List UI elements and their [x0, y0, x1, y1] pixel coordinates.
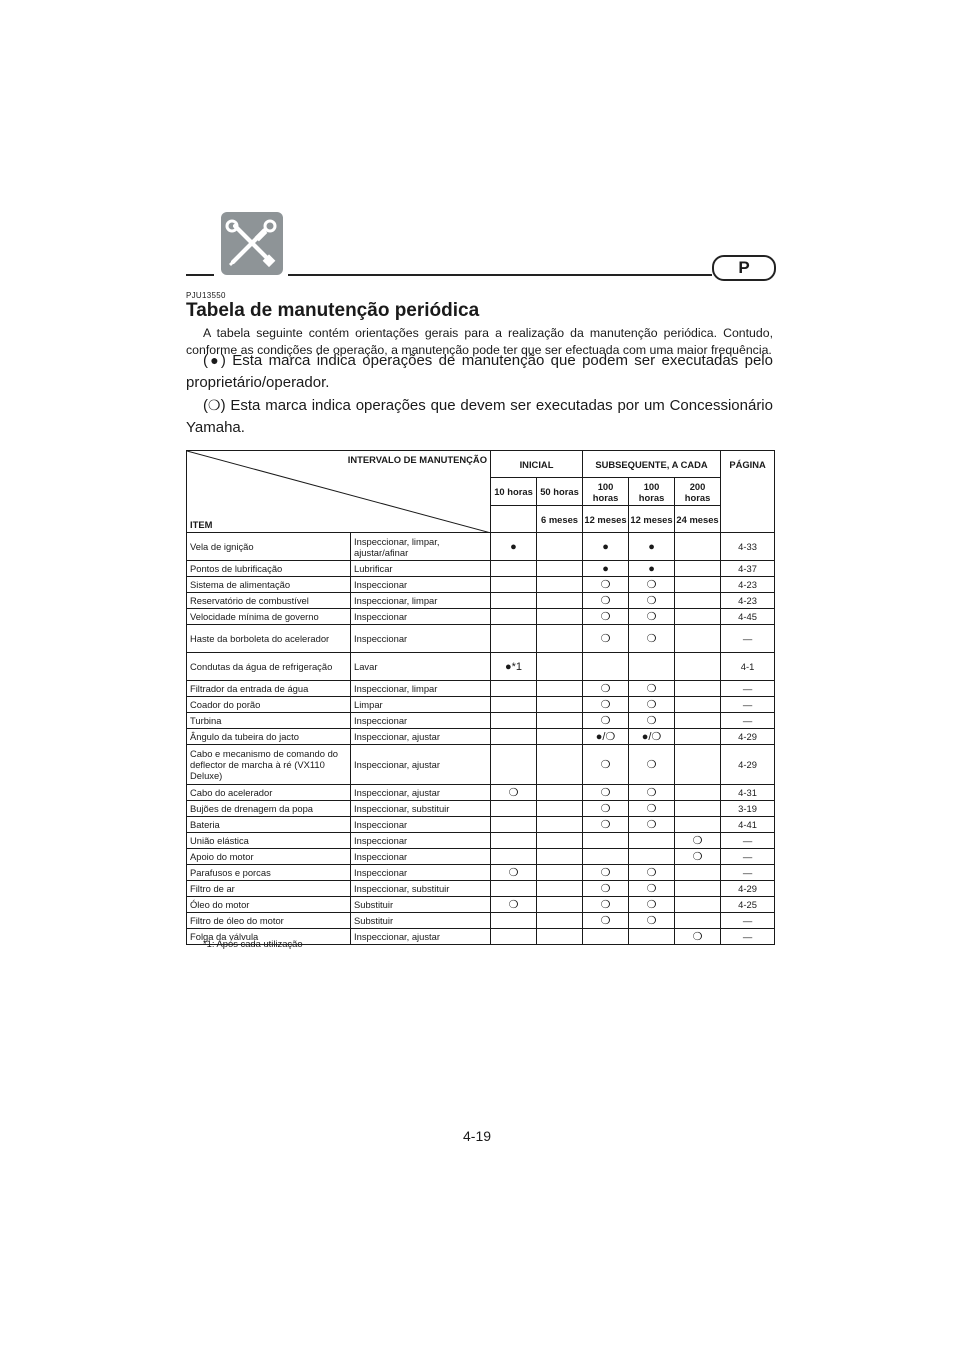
item-cell: Haste da borboleta do acelerador [187, 625, 351, 653]
interval-cell: ❍ [583, 593, 629, 609]
table-row [187, 681, 775, 697]
interval-cell [675, 609, 721, 625]
interval-cell [537, 929, 583, 945]
table-row [187, 533, 775, 561]
interval-cell [537, 865, 583, 881]
page-cell: — [721, 865, 775, 881]
interval-cell: ❍ [629, 593, 675, 609]
page-cell: 4-23 [721, 593, 775, 609]
interval-cell [491, 697, 537, 713]
action-cell: Inspeccionar, ajustar [351, 785, 491, 801]
interval-cell: ❍ [675, 849, 721, 865]
page-cell: — [721, 929, 775, 945]
interval-cell [675, 697, 721, 713]
item-cell: Apoio do motor [187, 849, 351, 865]
interval-cell: ❍ [583, 801, 629, 817]
interval-cell: ❍ [583, 897, 629, 913]
interval-cell [491, 561, 537, 577]
hours-header: 200 horas [675, 478, 721, 506]
table-row [187, 561, 775, 577]
intro-paragraph: A tabela seguinte contém orientações gerais para a realização da manutenção periódica. Contudo, conforme as condições de operação, a manutenção pode ter que ser efectuada com uma maior frequência. [186, 326, 773, 357]
interval-cell [537, 817, 583, 833]
interval-cell: ❍ [629, 801, 675, 817]
interval-cell [537, 801, 583, 817]
item-cell: Bateria [187, 817, 351, 833]
interval-cell [491, 929, 537, 945]
action-cell: Inspeccionar [351, 833, 491, 849]
action-cell: Inspeccionar [351, 817, 491, 833]
page-cell: 4-29 [721, 729, 775, 745]
header-interval: INTERVALO DE MANUTENÇÃO [347, 454, 487, 465]
interval-cell: ●/❍ [583, 729, 629, 745]
interval-cell [537, 897, 583, 913]
item-cell: Cabo e mecanismo de comando do deflector de marcha à ré (VX110 Deluxe) [187, 745, 351, 785]
header-item: ITEM [190, 519, 213, 530]
interval-cell [537, 745, 583, 785]
table-row [187, 713, 775, 729]
interval-cell [491, 745, 537, 785]
interval-cell [491, 713, 537, 729]
interval-cell: ●*1 [491, 653, 537, 681]
interval-cell [537, 561, 583, 577]
interval-cell [583, 929, 629, 945]
interval-cell [675, 817, 721, 833]
footnote: *1: Após cada utilização [203, 938, 303, 949]
page-cell: 4-41 [721, 817, 775, 833]
interval-cell [537, 713, 583, 729]
interval-cell [675, 881, 721, 897]
interval-cell [491, 593, 537, 609]
item-cell: Óleo do motor [187, 897, 351, 913]
action-cell: Inspeccionar, substituir [351, 881, 491, 897]
interval-cell [675, 593, 721, 609]
table-row [187, 609, 775, 625]
table-row [187, 785, 775, 801]
interval-cell: ❍ [629, 577, 675, 593]
item-cell: Parafusos e porcas [187, 865, 351, 881]
action-cell: Limpar [351, 697, 491, 713]
table-row [187, 593, 775, 609]
interval-cell [675, 561, 721, 577]
item-cell: Ângulo da tubeira do jacto [187, 729, 351, 745]
page-cell: 4-29 [721, 881, 775, 897]
interval-cell: ❍ [583, 625, 629, 653]
interval-cell: ❍ [629, 897, 675, 913]
action-cell: Inspeccionar [351, 609, 491, 625]
interval-cell [537, 577, 583, 593]
item-cell: Cabo do acelerador [187, 785, 351, 801]
interval-cell [491, 729, 537, 745]
legend-owner: (●) Esta marca indica operações de manutenção que podem ser executadas pelo proprietário/operador. [186, 352, 773, 391]
interval-cell [491, 577, 537, 593]
months-header [491, 506, 537, 533]
table-row [187, 849, 775, 865]
header-rule [288, 274, 712, 276]
item-cell: Pontos de lubrificação [187, 561, 351, 577]
tools-icon [221, 212, 283, 275]
item-cell: Filtro de óleo do motor [187, 913, 351, 929]
interval-cell: ❍ [583, 681, 629, 697]
interval-cell: ●/❍ [629, 729, 675, 745]
interval-cell: ❍ [629, 745, 675, 785]
hours-header: 10 horas [491, 478, 537, 506]
interval-cell [537, 609, 583, 625]
interval-cell [675, 653, 721, 681]
page-cell: 4-25 [721, 897, 775, 913]
action-cell: Substituir [351, 913, 491, 929]
interval-cell [675, 745, 721, 785]
interval-cell [675, 865, 721, 881]
table-row [187, 881, 775, 897]
language-badge: P [712, 255, 776, 281]
interval-cell [537, 833, 583, 849]
interval-cell [537, 849, 583, 865]
page-cell: — [721, 849, 775, 865]
interval-cell [537, 533, 583, 561]
interval-cell: ❍ [583, 577, 629, 593]
action-cell: Inspeccionar, substituir [351, 801, 491, 817]
interval-cell: ❍ [583, 865, 629, 881]
interval-cell [537, 697, 583, 713]
interval-cell [537, 785, 583, 801]
header-subsequent: SUBSEQUENTE, A CADA [583, 451, 721, 478]
action-cell: Inspeccionar [351, 713, 491, 729]
page-cell: — [721, 697, 775, 713]
interval-cell [675, 713, 721, 729]
interval-cell: ❍ [583, 785, 629, 801]
table-row [187, 897, 775, 913]
interval-cell [675, 897, 721, 913]
interval-cell: ❍ [629, 913, 675, 929]
interval-cell: ❍ [629, 785, 675, 801]
action-cell: Inspeccionar [351, 577, 491, 593]
interval-cell [583, 653, 629, 681]
months-header: 24 meses [675, 506, 721, 533]
hours-header: 100 horas [583, 478, 629, 506]
interval-cell: ● [583, 533, 629, 561]
interval-cell: ❍ [629, 697, 675, 713]
header-interval-item [187, 451, 491, 533]
item-cell: Turbina [187, 713, 351, 729]
interval-cell: ❍ [583, 817, 629, 833]
table-row [187, 653, 775, 681]
interval-cell: ● [629, 533, 675, 561]
interval-cell: ❍ [583, 609, 629, 625]
interval-cell [491, 913, 537, 929]
page-cell: 4-31 [721, 785, 775, 801]
header-page: PÁGINA [721, 451, 775, 533]
interval-cell: ❍ [491, 785, 537, 801]
item-cell: Sistema de alimentação [187, 577, 351, 593]
interval-cell: ❍ [675, 833, 721, 849]
interval-cell [537, 729, 583, 745]
maintenance-rows [187, 533, 775, 945]
interval-cell [537, 625, 583, 653]
interval-cell: ❍ [583, 697, 629, 713]
interval-cell [675, 625, 721, 653]
page-cell: — [721, 913, 775, 929]
table-row [187, 577, 775, 593]
interval-cell: ❍ [583, 881, 629, 897]
interval-cell [537, 913, 583, 929]
item-cell: Folga da válvula [187, 929, 351, 945]
page-number: 4-19 [463, 1128, 492, 1144]
action-cell: Inspeccionar [351, 865, 491, 881]
interval-cell: ❍ [491, 897, 537, 913]
interval-cell: ● [491, 533, 537, 561]
interval-cell [675, 533, 721, 561]
interval-cell: ❍ [583, 713, 629, 729]
header-rule-left [186, 274, 214, 276]
months-header: 12 meses [583, 506, 629, 533]
item-cell: União elástica [187, 833, 351, 849]
interval-cell: ❍ [491, 865, 537, 881]
action-cell: Inspeccionar, ajustar [351, 745, 491, 785]
interval-cell: ❍ [629, 865, 675, 881]
interval-cell: ● [629, 561, 675, 577]
interval-cell [491, 849, 537, 865]
page-cell: 4-1 [721, 653, 775, 681]
hours-header: 100 horas [629, 478, 675, 506]
interval-cell [629, 653, 675, 681]
interval-cell [583, 849, 629, 865]
interval-cell [675, 681, 721, 697]
page-cell: 4-23 [721, 577, 775, 593]
page-cell: 4-29 [721, 745, 775, 785]
item-cell: Vela de ignição [187, 533, 351, 561]
interval-cell: ❍ [629, 681, 675, 697]
interval-cell [537, 881, 583, 897]
interval-cell [629, 929, 675, 945]
interval-cell: ❍ [629, 881, 675, 897]
action-cell: Lubrificar [351, 561, 491, 577]
action-cell: Inspeccionar, ajustar [351, 729, 491, 745]
page-cell: — [721, 713, 775, 729]
header-initial: INICIAL [491, 451, 583, 478]
interval-cell: ❍ [629, 609, 675, 625]
page-cell: 4-45 [721, 609, 775, 625]
page-cell: — [721, 681, 775, 697]
interval-cell [537, 653, 583, 681]
section-code: PJU13550 [186, 291, 226, 300]
item-cell: Bujões de drenagem da popa [187, 801, 351, 817]
interval-cell [537, 593, 583, 609]
table-row [187, 801, 775, 817]
interval-cell: ❍ [675, 929, 721, 945]
table-row [187, 817, 775, 833]
action-cell: Inspeccionar, limpar [351, 681, 491, 697]
page-cell: — [721, 833, 775, 849]
page-title: Tabela de manutenção periódica [186, 300, 480, 321]
interval-cell [491, 817, 537, 833]
interval-cell [675, 785, 721, 801]
item-cell: Reservatório de combustível [187, 593, 351, 609]
action-cell: Inspeccionar [351, 849, 491, 865]
interval-cell [675, 801, 721, 817]
interval-cell [491, 681, 537, 697]
legend-dealer: (❍) Esta marca indica operações que devem ser executadas por um Concessionário Yamaha. [186, 397, 773, 436]
interval-cell: ❍ [583, 913, 629, 929]
interval-cell [491, 833, 537, 849]
owner-mark-icon: ● [208, 352, 221, 368]
hours-header: 50 horas [537, 478, 583, 506]
interval-cell [675, 729, 721, 745]
interval-cell [675, 913, 721, 929]
item-cell: Filtrador da entrada de água [187, 681, 351, 697]
table-row [187, 913, 775, 929]
action-cell: Inspeccionar [351, 625, 491, 653]
interval-cell: ❍ [583, 745, 629, 785]
interval-cell [583, 833, 629, 849]
table-row [187, 833, 775, 849]
interval-cell [537, 681, 583, 697]
months-header: 12 meses [629, 506, 675, 533]
interval-cell [491, 881, 537, 897]
legend-owner-text: Esta marca indica operações de manutenção que podem ser executadas pelo proprietário/operador. [186, 352, 773, 391]
item-cell: Filtro de ar [187, 881, 351, 897]
item-cell: Condutas da água de refrigeração [187, 653, 351, 681]
action-cell: Lavar [351, 653, 491, 681]
table-row [187, 745, 775, 785]
interval-cell [491, 801, 537, 817]
interval-cell: ❍ [629, 625, 675, 653]
interval-cell [491, 609, 537, 625]
page-cell: — [721, 625, 775, 653]
interval-cell [675, 577, 721, 593]
interval-cell [629, 849, 675, 865]
interval-cell: ● [583, 561, 629, 577]
action-cell: Inspeccionar, ajustar [351, 929, 491, 945]
interval-cell [629, 833, 675, 849]
table-row [187, 625, 775, 653]
table-row [187, 697, 775, 713]
interval-cell: ❍ [629, 817, 675, 833]
interval-cell: ❍ [629, 713, 675, 729]
page-cell: 3-19 [721, 801, 775, 817]
item-cell: Coador do porão [187, 697, 351, 713]
item-cell: Velocidade mínima de governo [187, 609, 351, 625]
table-row [187, 729, 775, 745]
action-cell: Inspeccionar, limpar, ajustar/afinar [351, 533, 491, 561]
legend-dealer-text: Esta marca indica operações que devem ser executadas por um Concessionário Yamaha. [186, 397, 773, 436]
page-cell: 4-37 [721, 561, 775, 577]
action-cell: Substituir [351, 897, 491, 913]
interval-cell [491, 625, 537, 653]
maintenance-table [186, 450, 775, 945]
table-row [187, 865, 775, 881]
action-cell: Inspeccionar, limpar [351, 593, 491, 609]
dealer-mark-icon: ❍ [208, 397, 221, 413]
months-header: 6 meses [537, 506, 583, 533]
page-cell: 4-33 [721, 533, 775, 561]
